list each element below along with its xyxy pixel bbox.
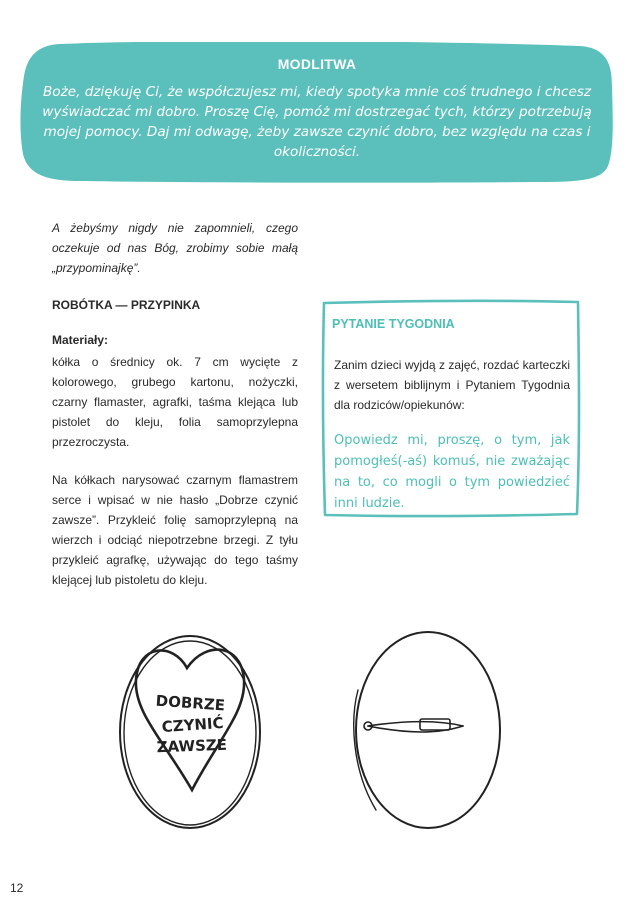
badge-line-3: ZAWSZE (156, 735, 228, 757)
badge-line-1: DOBRZE (155, 691, 226, 715)
badge-illustration (118, 620, 518, 842)
prayer-title: MODLITWA (277, 56, 357, 72)
instructions-text: Na kółkach narysować czarnym flamastrem serce i wpisać w nie hasło „Dobrze czynić zawsze”. Przykleić folię samoprzylepną na wierzch i odciąć niepotrzebne brzegi. Z tyłu przykleić agrafkę, używając do tego taśmy klejącej lub pistoletu do kleju. (52, 473, 298, 587)
materials-label: Materiały: (52, 333, 109, 347)
question-of-week-box (320, 299, 582, 519)
question-text: Zanim dzieci wyjdą z zajęć, rozdać karteczki z wersetem biblijnym i Pytaniem Tygodnia dla rodziców/opiekunów: (334, 358, 570, 412)
craft-title: ROBÓTKA — PRZYPINKA (52, 298, 201, 312)
prayer-text: Boże, dziękuję Ci, że współczujesz mi, kiedy spotyka mnie coś trudnego i chcesz wyświadczać mi dobro. Proszę Cię, pomóż mi dostrzegać tych, którzy potrzebują mojej pomocy. Daj mi odwagę, żeby zawsze czynić dobro, bez względu na czas i okoliczności. (42, 84, 592, 160)
badge-line-2: CZYNIĆ (161, 713, 225, 737)
badge-back (354, 632, 500, 828)
materials-text: kółka o średnicy ok. 7 cm wycięte z kolorowego, grubego kartonu, nożyczki, czarny flamaster, agrafki, taśma klejąca lub pistolet do kleju, folia samoprzylepna przezroczysta. (52, 355, 298, 449)
question-title: PYTANIE TYGODNIA (332, 317, 455, 331)
badge-front (120, 636, 260, 828)
page-number: 12 (10, 881, 24, 895)
intro-text: A żebyśmy nigdy nie zapomnieli, czego oczekuje od nas Bóg, zrobimy sobie małą „przypominajkę”. (52, 221, 298, 275)
prayer-banner (20, 42, 614, 184)
question-verse: Opowiedz mi, proszę, o tym, jak pomogłeś(-aś) komuś, nie zważając na to, co mogli o tym powiedzieć inni ludzie. (334, 433, 570, 511)
